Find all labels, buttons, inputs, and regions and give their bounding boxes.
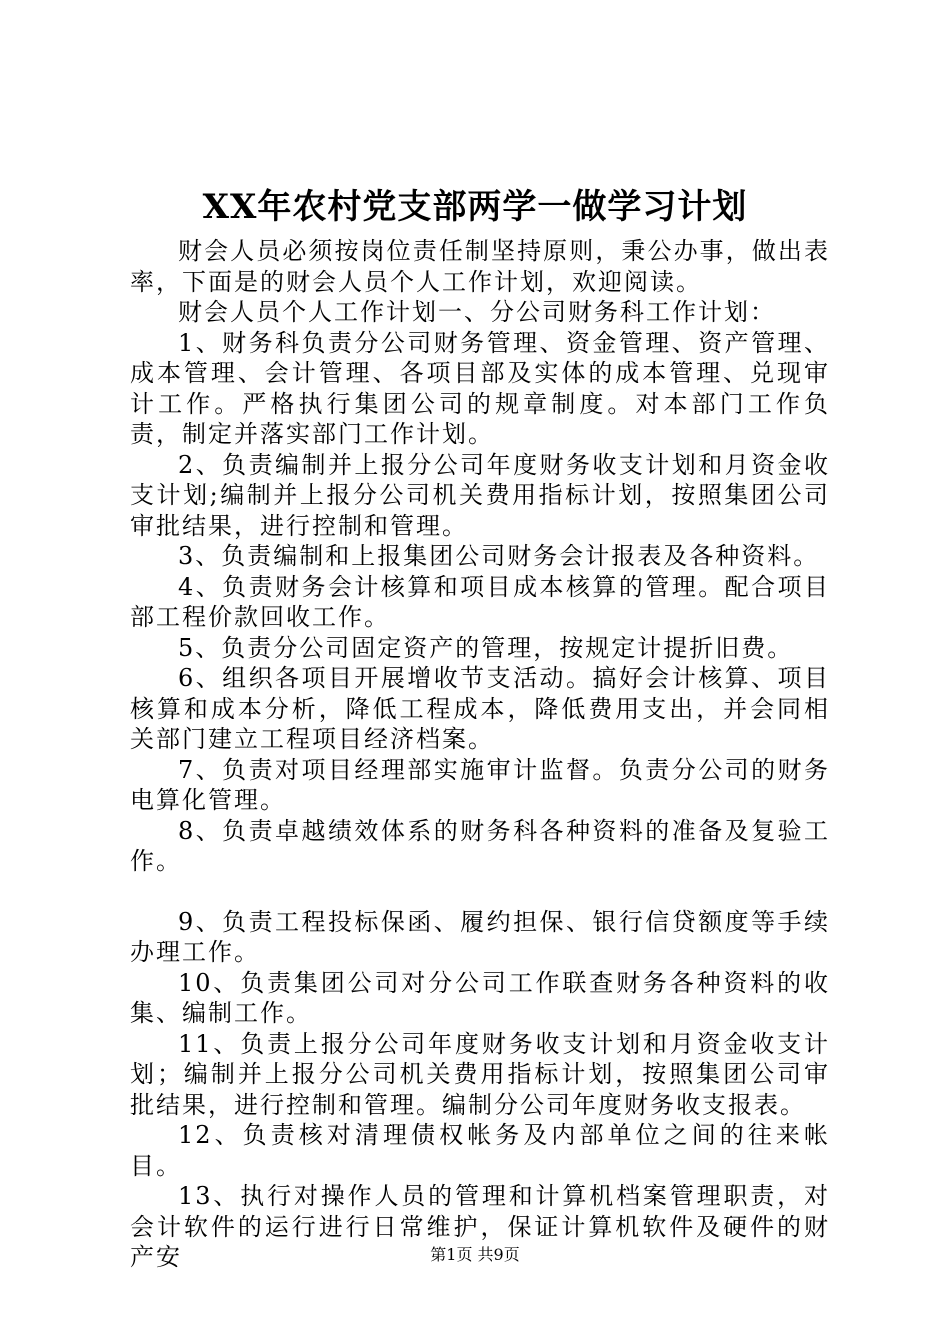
paragraph-item-4: 4、负责财务会计核算和项目成本核算的管理。配合项目部工程价款回收工作。 xyxy=(130,572,830,631)
paragraph-item-5: 5、负责分公司固定资产的管理，按规定计提折旧费。 xyxy=(178,633,794,662)
paragraph-heading: 财会人员个人工作计划一、分公司财务科工作计划： xyxy=(178,298,776,326)
paragraph-item-13: 13、执行对操作人员的管理和计算机档案管理职责，对会计软件的运行进行日常维护，保证计算机软件及硬件的财产安 xyxy=(130,1182,830,1271)
paragraph-item-12: 12、负责核对清理债权帐务及内部单位之间的往来帐目。 xyxy=(130,1121,830,1180)
paragraph-item-1: 1、财务科负责分公司财务管理、资金管理、资产管理、成本管理、会计管理、各项目部及实体的成本管理、兑现审计工作。严格执行集团公司的规章制度。对本部门工作负责，制定并落实部门工作计划。 xyxy=(130,328,830,448)
page-number: 第1页 共9页 xyxy=(430,1245,520,1264)
paragraph-item-6: 6、组织各项目开展增收节支活动。搞好会计核算、项目核算和成本分析，降低工程成本，降低费用支出，并会同相关部门建立工程项目经济档案。 xyxy=(130,664,830,753)
paragraph-item-10: 10、负责集团公司对分公司工作联查财务各种资料的收集、编制工作。 xyxy=(130,968,830,1027)
document-title: XX年农村党支部两学一做学习计划 xyxy=(202,187,748,227)
paragraph-intro: 财会人员必须按岗位责任制坚持原则，秉公办事，做出表率，下面是的财会人员个人工作计划，欢迎阅读。 xyxy=(130,237,830,296)
paragraph-item-9: 9、负责工程投标保函、履约担保、银行信贷额度等手续办理工作。 xyxy=(130,907,830,966)
paragraph-item-11: 11、负责上报分公司年度财务收支计划和月资金收支计划；编制并上报分公司机关费用指标计划，按照集团公司审批结果，进行控制和管理。编制分公司年度财务收支报表。 xyxy=(130,1029,830,1119)
paragraph-item-3: 3、负责编制和上报集团公司财务会计报表及各种资料。 xyxy=(178,542,820,570)
document-body xyxy=(130,236,830,1273)
paragraph-item-2: 2、负责编制并上报分公司年度财务收支计划和月资金收支计划;编制并上报分公司机关费用指标计划，按照集团公司审批结果，进行控制和管理。 xyxy=(130,450,830,540)
paragraph-item-8: 8、负责卓越绩效体系的财务科各种资料的准备及复验工作。 xyxy=(130,816,830,875)
paragraph-item-7: 7、负责对项目经理部实施审计监督。负责分公司的财务电算化管理。 xyxy=(130,755,830,814)
